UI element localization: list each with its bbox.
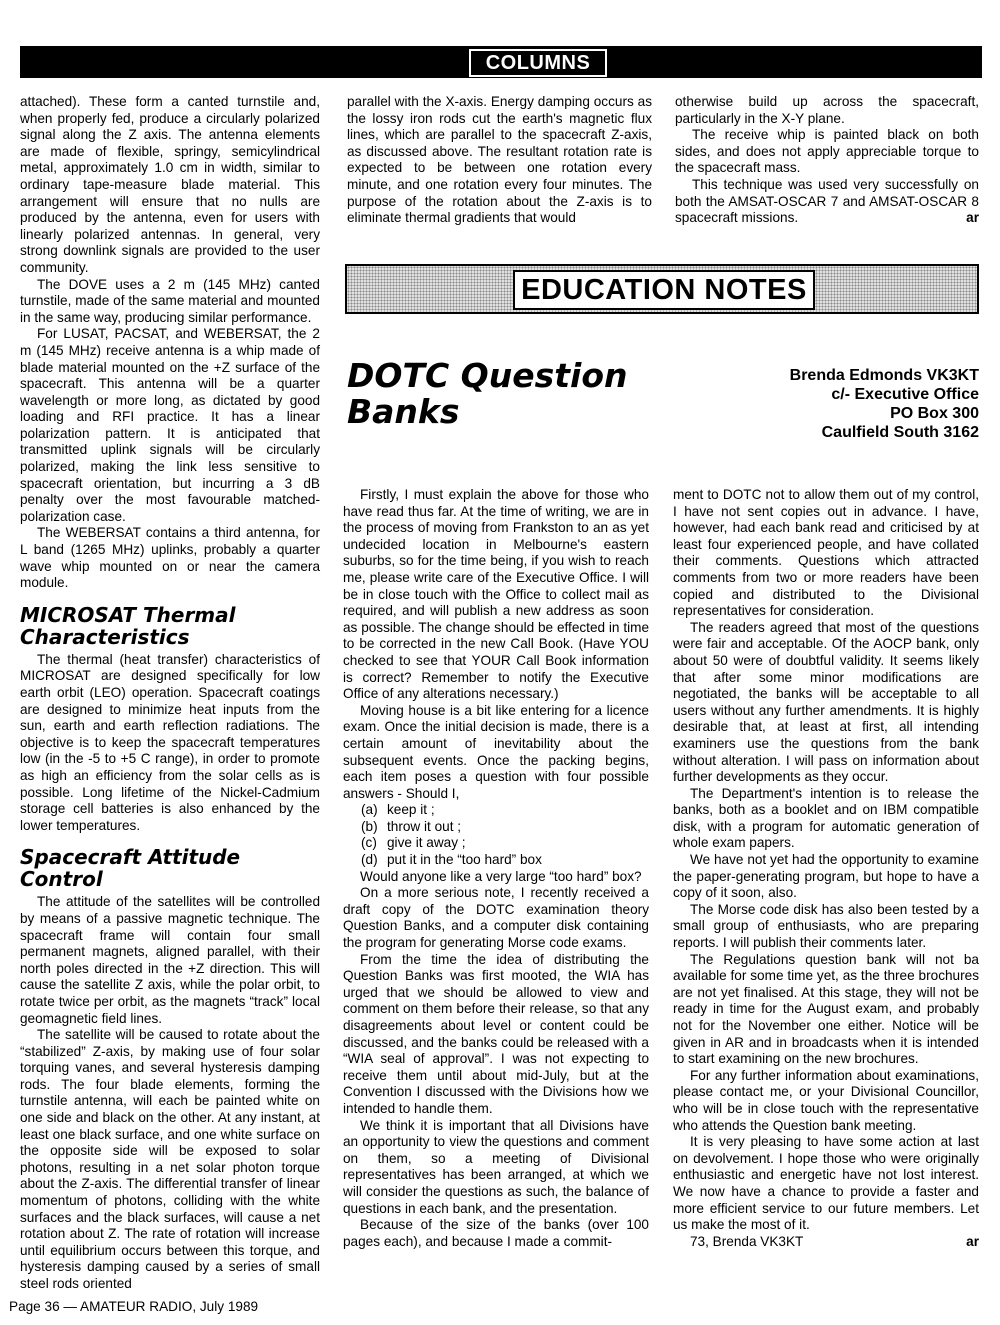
signoff-line (673, 1234, 979, 1251)
paragraph: Because of the size of the banks (over 100 pages each), and because I made a commit- (343, 1217, 649, 1249)
list-text: keep it ; (387, 802, 435, 818)
education-notes-title: EDUCATION NOTES (513, 270, 815, 310)
list-marker: (b) (361, 818, 378, 834)
education-notes-banner (345, 264, 979, 314)
list-item (343, 835, 649, 852)
list-text: throw it out ; (387, 818, 462, 834)
list-marker: (c) (361, 835, 377, 851)
list-text: give it away ; (387, 835, 466, 851)
signoff: 73, Brenda VK3KT (690, 1233, 804, 1249)
paragraph: For LUSAT, PACSAT, and WEBERSAT, the 2 m (145 MHz) receive antenna is a whip made of blade material mounted on the +Z surface of the spacecraft. This antenna will be a quarter wavelength or more long, as dictated by good loading and RFI practice. It has a linear polarization pattern. It is anticipated that transmitted uplink signals will be circularly polarized, making the link less sensitive to spacecraft orientation, but incurring a 3 dB penalty over the most favourable matched-polarization case. (20, 326, 320, 524)
paragraph: Moving house is a bit like entering for a licence exam. Once the initial decision is made, there is a certain amount of inevitability about the subsequent events. Once the packing begins, each item poses a question with four possible answers - Should I, (343, 702, 649, 801)
column-1 (20, 94, 320, 1293)
author-line: Caulfield South 3162 (821, 424, 979, 441)
article-title: DOTC Question Banks (347, 356, 628, 431)
paragraph: On a more serious note, I recently received a draft copy of the DOTC examination theory Question Banks, and a computer disk containing the program for generating Morse code exams. (343, 885, 649, 951)
list-text: put it in the “too hard” box (387, 852, 542, 868)
heading-attitude: Spacecraft Attitude Control (20, 845, 241, 892)
paragraph: This technique was used very successfully on both the AMSAT-OSCAR 7 and AMSAT-OSCAR 8 spacecraft missions. (675, 176, 979, 226)
paragraph: The Morse code disk has also been tested by a small group of enthusiasts, who are preparing reports. I will publish their comments later. (673, 901, 979, 951)
paragraph: The satellite will be caused to rotate about the “stabilized” Z-axis, by making use of four solar torquing vanes, and several hysteresis damping rods. The four blade elements, forming the turnstile antenna, will each be painted white on one side and black on the other. At any instant, at least one black surface, and one white surface on the opposite side will be exposed to solar photons, resulting in a net solar photon torque about the Z-axis. The differential transfer of linear momentum of photons, colliding with the white surfaces and the black surfaces, will cause a net rotation about Z. The rate of rotation will increase until equilibrium occurs between this torque, and hysteresis damping caused by a series of small steel rods oriented (20, 1027, 320, 1291)
list-item (343, 802, 649, 819)
column-2-top (347, 94, 652, 227)
section-banner (20, 46, 982, 78)
list-item (343, 852, 649, 869)
author-line: PO Box 300 (890, 405, 979, 422)
paragraph: The receive whip is painted black on both sides, and does not apply appreciable torque to the spacecraft mass. (675, 127, 979, 176)
author-block (660, 366, 979, 442)
paragraph: Firstly, I must explain the above for those who have read thus far. At the time of writing, we are in the process of moving from Frankston to an as yet undecided location in Melbourne's eastern suburbs, so for the time being, if you wish to reach me, please write care of the Executive Office. I will be in close touch with the Office to collect mail as required, and will publish a new address as soon as possible. The change should be effected in time to be corrected in the new Call Book. (Have YOU checked to see that YOUR Call Book information is correct? Remember to notify the Executive Office of any alterations necessary.) (343, 487, 649, 702)
column-3-top (675, 94, 979, 227)
paragraph: The readers agreed that most of the questions were fair and acceptable. Of the AOCP bank, only about 50 were of doubtful validity. It seems likely that after some minor modifications are negotiated, the banks will be acceptable to all users without any further amendments. It is highly desirable that, at least at first, all intending examiners use the questions from the bank without alteration. I will pass on information about further developments as they occur. (673, 619, 979, 785)
heading-thermal: MICROSAT Thermal Characteristics (20, 602, 236, 649)
list-item (343, 819, 649, 836)
paragraph: parallel with the X-axis. Energy damping occurs as the lossy iron rods cut the earth's magnetic flux lines, which are parallel to the spacecraft Z-axis, as discussed above. The resultant rotation rate is expected to be between one rotation every minute, and one rotation every four minutes. The purpose of the rotation about the Z-axis is to eliminate thermal gradients that would (347, 94, 652, 226)
answer-list (343, 802, 649, 868)
column-2-bottom (343, 487, 649, 1250)
paragraph: attached). These form a canted turnstile and, when properly fed, produce a circularly polarized signal along the Z axis. The antenna elements are made of flexible, springy, semicylindrical metal, approximately 1.0 cm in width, similar to ordinary tape-measure blade material. This arrangement will ensure that no nulls are produced by the antenna, even for users with linearly polarized antennas. In general, very strong downlink signals are provided to the user community. (20, 94, 320, 275)
paragraph: The Regulations question bank will not ba available for some time yet, as the three brochures are not yet finalised. At this stage, they will not be ready in time for the August exam, and probably not for the November one either. Notice will be given in AR and in broadcasts when it is intended to start examining on the new brochures. (673, 951, 979, 1067)
author-line: c/- Executive Office (831, 386, 979, 403)
paragraph: Would anyone like a very large “too hard” box? (360, 868, 642, 884)
column-3-bottom (673, 487, 979, 1250)
paragraph: The Department's intention is to release the banks, both as a booklet and on IBM compatible disk, with a program for automatic generation of whole exam papers. (673, 785, 979, 851)
paragraph: The thermal (heat transfer) characteristics of MICROSAT are designed specifically for low earth orbit (LEO) operation. Spacecraft coatings are designed to minimize heat inputs from the sun, earth and earth reflection radiations. The objective is to keep the spacecraft temperatures low (in the -5 to +5 C range), in order to promote as high an efficiency from the solar cells as is possible. Long lifetime of the Nickel-Cadmium storage cell batteries is also enhanced by the lower temperatures. (20, 651, 320, 833)
end-mark: ar (966, 1233, 979, 1249)
paragraph: ment to DOTC not to allow them out of my control, I have not sent copies out in advance. I have, however, had each bank read and criticised by at least four experienced people, and have collated their comments. Questions which attracted comments from two or more readers have been copied and distributed to the Divisional representatives for consideration. (673, 487, 979, 619)
paragraph: For any further information about examinations, please contact me, or your Divisional Councillor, who will be in close touch with the representative who attends the Question bank meeting. (673, 1067, 979, 1133)
paragraph: We think it is important that all Divisions have an opportunity to view the questions and comment on them, so a meeting of Divisional representatives has been arranged, at which we will consider the questions as such, the balance of questions in each bank, and the presentation. (343, 1117, 649, 1216)
author-line: Brenda Edmonds VK3KT (789, 367, 979, 384)
paragraph: It is very pleasing to have some action at last on devolvement. I hope those who were originally enthusiastic and energetic have not lost interest. We now have a chance to provide a faster and more efficient service to our future members. Let us make the most of it. (673, 1134, 979, 1233)
list-marker: (a) (361, 802, 378, 818)
list-marker: (d) (361, 852, 378, 868)
paragraph: We have not yet had the opportunity to examine the paper-generating program, but hope to have a copy of it soon, also. (673, 852, 979, 901)
paragraph: The WEBERSAT contains a third antenna, for L band (1265 MHz) uplinks, probably a quarter wave whip mounted on or near the camera module. (20, 525, 320, 591)
page-footer: Page 36 — AMATEUR RADIO, July 1989 (9, 1299, 259, 1314)
paragraph: The attitude of the satellites will be controlled by means of a passive magnetic technique. The spacecraft frame will contain four small permanent magnets, aligned parallel, with their north poles directed in the +Z direction. This will cause the satellite Z axis, while the polar orbit, to rotate twice per orbit, as the magnets “track” local geomagnetic field lines. (20, 894, 320, 1026)
paragraph: From the time the idea of distributing the Question Banks was first mooted, the WIA has urged that we should be allowed to view and comment on them before their release, so that any disagreements about level or content could be discussed, and the banks could be released with a “WIA seal of approval”. I was not expecting to receive them until about mid-July, but at the Convention I discussed with the Divisions how we intended to handle them. (343, 951, 649, 1116)
paragraph: otherwise build up across the spacecraft, particularly in the X-Y plane. (675, 94, 979, 126)
section-title: COLUMNS (469, 49, 607, 77)
end-mark: ar (966, 210, 979, 226)
paragraph: The DOVE uses a 2 m (145 MHz) canted turnstile, made of the same material and mounted in the same way, producing similar performance. (20, 276, 320, 325)
